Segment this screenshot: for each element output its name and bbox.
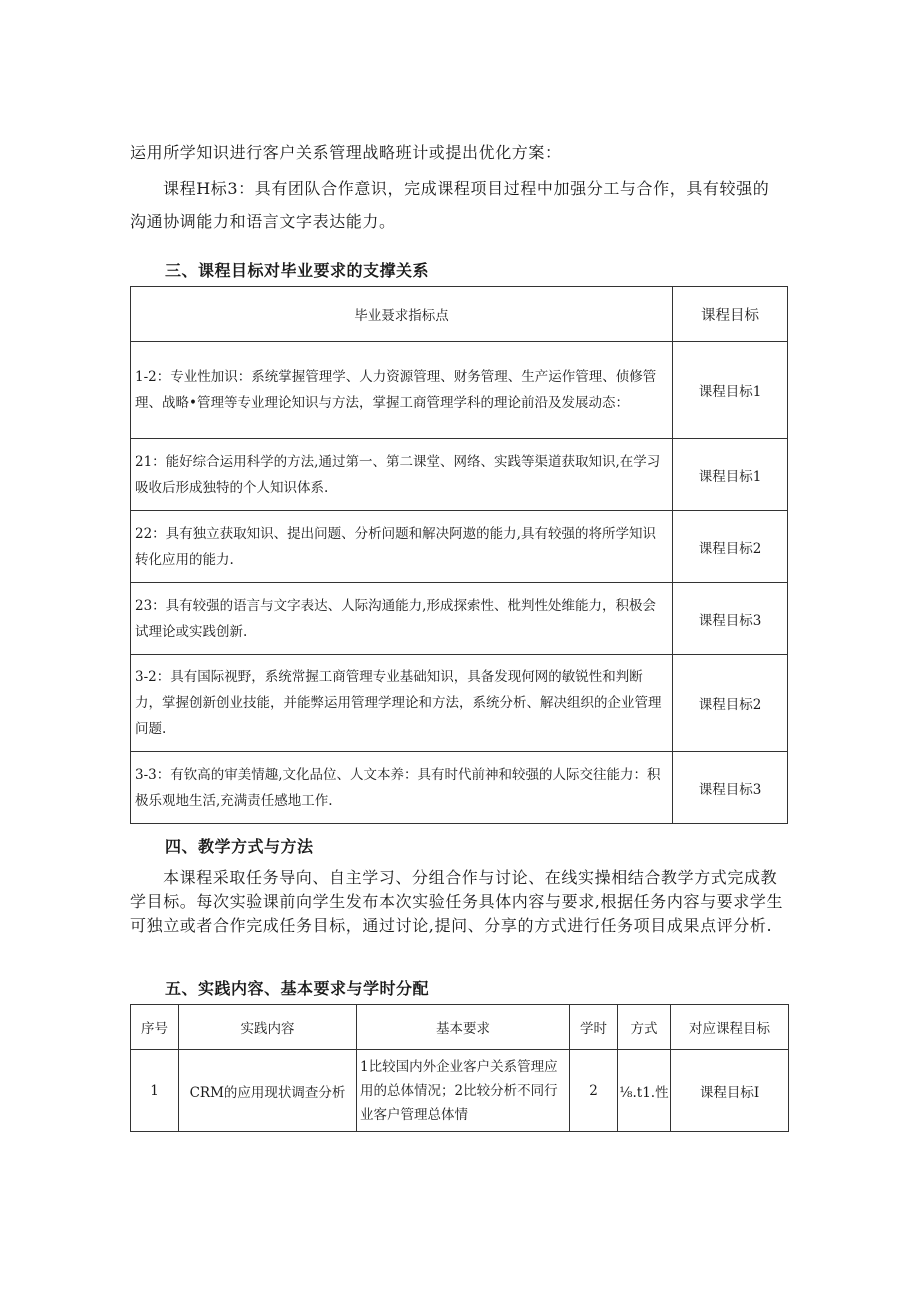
row-basic-requirement: 1比较国内外企业客户关系管理应用的总体情况；2比较分析不同行业客户管理总体情 (357, 1050, 570, 1132)
course-goal-3-line-1: 课程H标3：具有团队合作意识，完成课程项目过程中加强分工与合作，具有较强的 (163, 179, 770, 198)
requirement-cell: 21：能好综合运用科学的方法,通过第一、第二课堂、网络、实践等渠道获取知识,在学习吸收后形成独特的个人知识体系. (131, 439, 673, 511)
support-relation-table (130, 286, 788, 824)
row-course-goal: 课程目标I (671, 1050, 789, 1132)
header-course-goal: 对应课程目标 (671, 1005, 789, 1050)
table-row (131, 655, 788, 752)
section-3-title: 三、课程目标对毕业要求的支撑关系 (165, 261, 430, 280)
table-row (131, 511, 788, 583)
goal-cell: 课程目标1 (673, 439, 788, 511)
table-row (131, 439, 788, 511)
table-row (131, 342, 788, 439)
table-row (131, 752, 788, 824)
intro-line-1: 运用所学知识进行客户关系管理战略班计或提出优化方案： (130, 143, 562, 162)
header-mode: 方式 (618, 1005, 671, 1050)
table-row (131, 1050, 789, 1132)
row-mode: ⅛.t1.性 (618, 1050, 671, 1132)
table-row (131, 583, 788, 655)
goal-cell: 课程目标3 (673, 583, 788, 655)
header-course-goal: 课程目标 (673, 287, 788, 342)
requirement-cell: 22：具有独立获取知识、提出问题、分析问题和解决阿遨的能力,具有较强的将所学知识转化应用的能力. (131, 511, 673, 583)
course-goal-3-line-2: 沟通协调能力和语言文字表达能力。 (130, 212, 396, 231)
section-4-title: 四、教学方式与方法 (165, 837, 314, 856)
header-no: 序号 (131, 1005, 179, 1050)
requirement-cell: 3-2：具有国际视野，系统常握工商管理专业基础知识，具备发现何网的敏锐性和判断力，掌握创新创业技能，并能弊运用管理学理论和方法，系统分析、解决组织的企业管理问题. (131, 655, 673, 752)
table-header-row (131, 1005, 789, 1050)
section-4-body: 本课程采取任务导向、自主学习、分组合作与讨论、在线实操相结合教学方式完成教学目标。每次实验课前向学生发布本次实验任务具体内容与要求,根据任务内容与要求学生可独立或者合作完成任务目标，通过讨论,提问、分享的方式进行任务项目成果点评分析. (130, 868, 784, 935)
requirement-cell: 23：具有较强的语言与文字表达、人际沟通能力,形成探索性、枇判性处维能力，积极会试理论或实践创新. (131, 583, 673, 655)
goal-cell: 课程目标1 (673, 342, 788, 439)
row-hours: 2 (570, 1050, 618, 1132)
row-no: 1 (131, 1050, 179, 1132)
row-content: CRM的应用现状调查分析 (179, 1050, 357, 1132)
goal-cell: 课程目标2 (673, 511, 788, 583)
course-goal-3-paragraph (130, 172, 792, 238)
table-header-row (131, 287, 788, 342)
header-content: 实践内容 (179, 1005, 357, 1050)
header-graduation-requirement: 毕业聂求指标点 (131, 287, 673, 342)
header-basic-requirement: 基本要求 (357, 1005, 570, 1050)
section-5-title: 五、实践内容、基本要求与学时分配 (165, 979, 430, 998)
requirement-cell: 1-2：专业性加识：系统掌握管理学、人力资源管理、财务管理、生产运作管理、侦修管理、战略•管理等专业理论知识与方法，掌握工商管理学科的理论前沿及发展动态： (131, 342, 673, 439)
practice-content-table (130, 1004, 789, 1132)
requirement-cell: 3-3：有钦高的审美情趣,文化品位、人文本养：具有时代前神和较强的人际交往能力：积极乐观地生活,充满责任感地工作. (131, 752, 673, 824)
header-hours: 学时 (570, 1005, 618, 1050)
goal-cell: 课程目标2 (673, 655, 788, 752)
goal-cell: 课程目标3 (673, 752, 788, 824)
